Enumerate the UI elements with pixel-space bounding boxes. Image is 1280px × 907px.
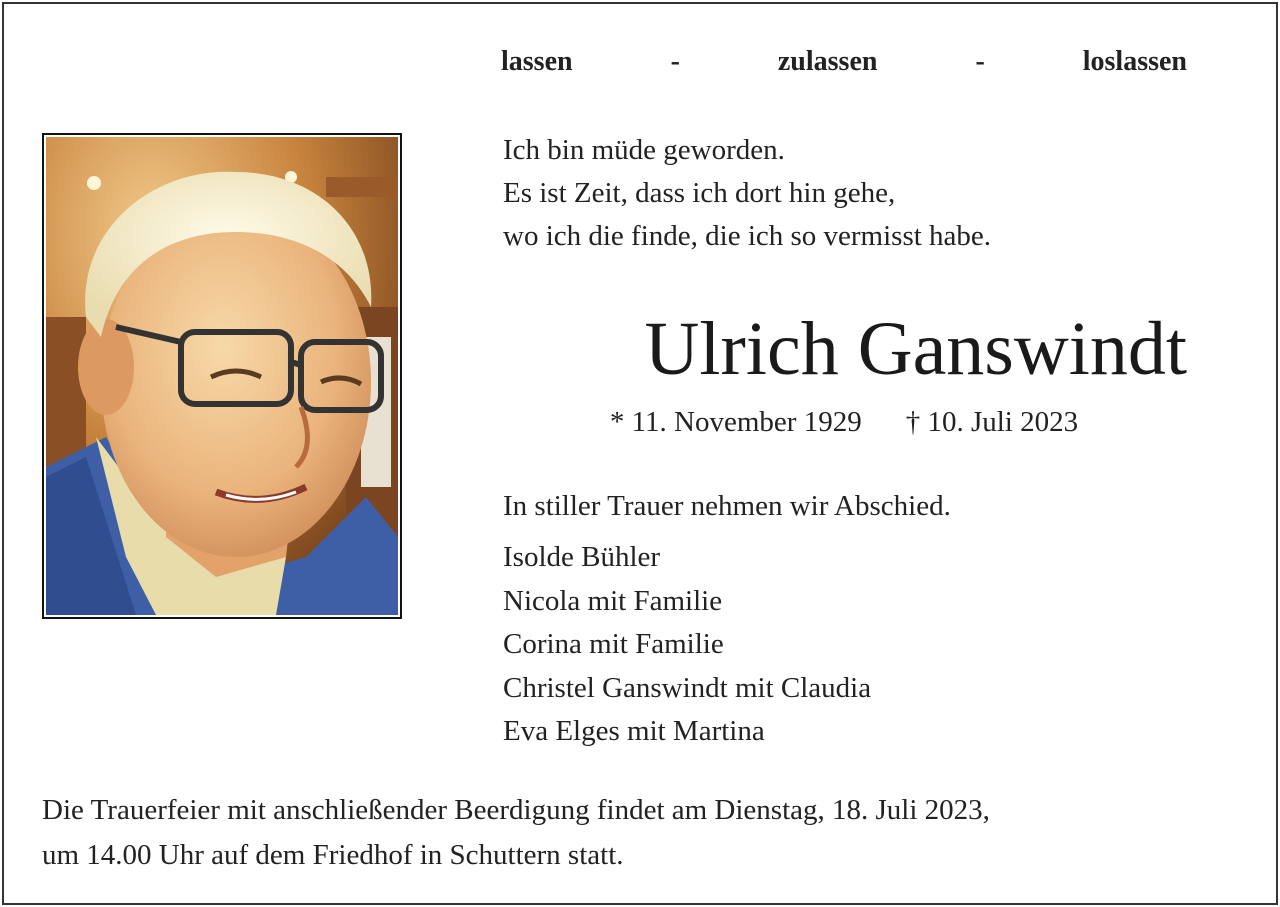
- motto-word-lassen: lassen: [501, 46, 573, 77]
- portrait-photo: [42, 133, 402, 619]
- obituary-notice: [2, 2, 1278, 905]
- motto-dash: -: [670, 46, 680, 77]
- mourner-name: Corina mit Familie: [503, 628, 724, 660]
- motto-dash: -: [975, 46, 985, 77]
- life-dates: [501, 406, 1187, 439]
- funeral-line: Die Trauerfeier mit anschließender Beerdigung findet am Dienstag, 18. Juli 2023,: [42, 794, 990, 826]
- poem-line: Ich bin müde geworden.: [503, 134, 785, 166]
- funeral-line: um 14.00 Uhr auf dem Friedhof in Schuttern statt.: [42, 839, 624, 871]
- mourner-name: Nicola mit Familie: [503, 584, 723, 617]
- mourner-name: Isolde Bühler: [503, 541, 661, 573]
- motto-word-zulassen: zulassen: [777, 46, 878, 77]
- mourner-name: Christel Ganswindt mit Claudia: [503, 671, 872, 704]
- poem: [503, 129, 991, 258]
- portrait-illustration: [46, 137, 398, 615]
- poem-line: wo ich die finde, die ich so vermisst habe.: [503, 220, 992, 252]
- death-date: † 10. Juli 2023: [905, 406, 1079, 438]
- funeral-info: [42, 788, 1242, 878]
- motto: [501, 46, 1187, 78]
- mourning-intro: In stiller Trauer nehmen wir Abschied.: [503, 490, 951, 522]
- poem-line: Es ist Zeit, dass ich dort hin gehe,: [503, 177, 896, 209]
- motto-word-loslassen: loslassen: [1082, 46, 1187, 77]
- mourners-list: [503, 536, 871, 754]
- deceased-name: Ulrich Ganswindt: [644, 307, 1187, 391]
- mourner-name: Eva Elges mit Martina: [503, 715, 765, 747]
- birth-date: * 11. November 1929: [609, 406, 862, 438]
